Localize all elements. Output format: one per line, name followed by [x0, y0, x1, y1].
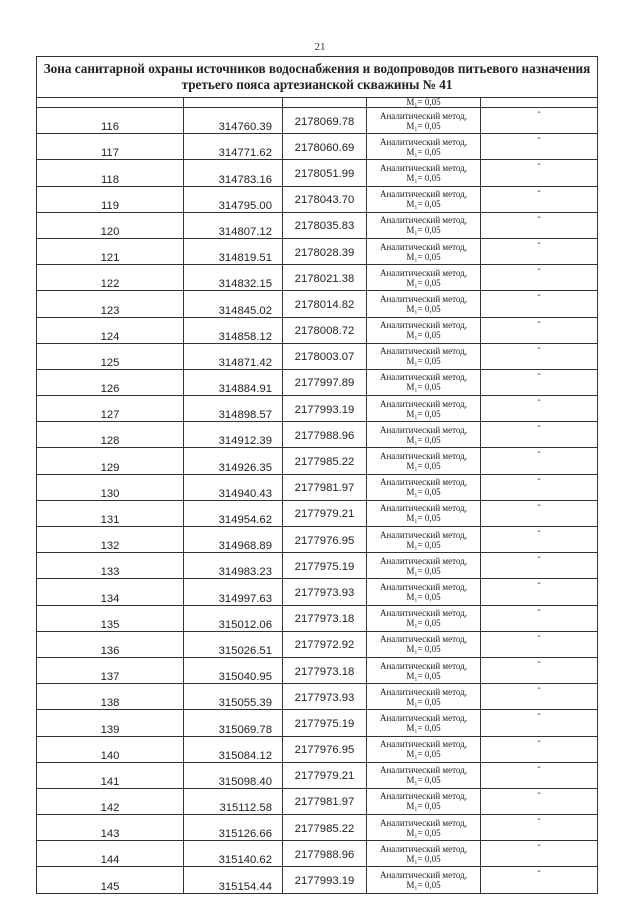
- y-coordinate-cell: 2178060.69: [283, 134, 367, 160]
- y-coordinate-cell: 2178035.83: [283, 212, 367, 238]
- point-number-cell: 118: [37, 160, 184, 186]
- y-coordinate-cell: 2178014.82: [283, 291, 367, 317]
- dash-cell: -: [481, 579, 598, 605]
- dash-cell: -: [481, 317, 598, 343]
- table-row: [37, 291, 598, 317]
- point-number-cell: 127: [37, 396, 184, 422]
- continuation-dash-cell: [481, 98, 598, 108]
- table-title: [37, 57, 598, 98]
- x-coordinate-cell: 314832.15: [184, 265, 283, 291]
- x-coordinate-cell: 314884.91: [184, 369, 283, 395]
- dash-cell: -: [481, 657, 598, 683]
- x-coordinate-cell: 315098.40: [184, 762, 283, 788]
- point-number-cell: 122: [37, 265, 184, 291]
- table-row: [37, 684, 598, 710]
- x-coordinate-cell: 314871.42: [184, 343, 283, 369]
- table-row: [37, 160, 598, 186]
- method-name: Аналитический метод,: [379, 110, 468, 121]
- table-row: [37, 605, 598, 631]
- method-name: Аналитический метод,: [379, 843, 468, 854]
- table-title-line-1: Зона санитарной охраны источников водоснабжения и водопроводов питьевого назначения: [43, 61, 591, 76]
- continuation-x-cell: [184, 98, 283, 108]
- point-number-cell: 142: [37, 788, 184, 814]
- y-coordinate-cell: 2177979.21: [283, 762, 367, 788]
- x-coordinate-cell: 314819.51: [184, 238, 283, 264]
- y-coordinate-cell: 2178028.39: [283, 238, 367, 264]
- method-name: Аналитический метод,: [379, 503, 468, 514]
- table-row: [37, 500, 598, 526]
- method-accuracy: M₁= 0,05: [406, 539, 441, 550]
- point-number-cell: 140: [37, 736, 184, 762]
- page-number: 21: [314, 41, 326, 53]
- method-name: Аналитический метод,: [379, 162, 468, 173]
- y-coordinate-cell: 2177975.19: [283, 553, 367, 579]
- method-name: Аналитический метод,: [379, 293, 468, 304]
- method-name: Аналитический метод,: [379, 634, 468, 645]
- method-accuracy: M₁= 0,05: [406, 199, 441, 210]
- method-name: Аналитический метод,: [379, 320, 468, 331]
- method-accuracy: M₁= 0,05: [406, 827, 441, 838]
- method-cell: [367, 710, 481, 736]
- method-name: Аналитический метод,: [379, 136, 468, 147]
- point-number-cell: 137: [37, 657, 184, 683]
- method-accuracy: M₁= 0,05: [406, 853, 441, 864]
- y-coordinate-cell: 2177997.89: [283, 369, 367, 395]
- method-name: Аналитический метод,: [379, 555, 468, 566]
- continuation-row: [37, 98, 598, 108]
- dash-cell: -: [481, 527, 598, 553]
- method-cell: [367, 186, 481, 212]
- method-cell: [367, 448, 481, 474]
- dash-cell: -: [481, 291, 598, 317]
- y-coordinate-cell: 2178051.99: [283, 160, 367, 186]
- x-coordinate-cell: 314845.02: [184, 291, 283, 317]
- table-row: [37, 841, 598, 867]
- method-cell: [367, 657, 481, 683]
- method-accuracy: M₁= 0,05: [406, 749, 441, 760]
- method-name: Аналитический метод,: [379, 529, 468, 540]
- y-coordinate-cell: 2177981.97: [283, 788, 367, 814]
- dash-cell: -: [481, 500, 598, 526]
- point-number-cell: 117: [37, 134, 184, 160]
- method-name: Аналитический метод,: [379, 267, 468, 278]
- point-number-cell: 119: [37, 186, 184, 212]
- y-coordinate-cell: 2178021.38: [283, 265, 367, 291]
- dash-cell: -: [481, 736, 598, 762]
- dash-cell: -: [481, 343, 598, 369]
- point-number-cell: 131: [37, 500, 184, 526]
- y-coordinate-cell: 2177988.96: [283, 841, 367, 867]
- y-coordinate-cell: 2177985.22: [283, 815, 367, 841]
- dash-cell: -: [481, 160, 598, 186]
- y-coordinate-cell: 2177993.19: [283, 867, 367, 893]
- continuation-num-cell: [37, 98, 184, 108]
- x-coordinate-cell: 314954.62: [184, 500, 283, 526]
- y-coordinate-cell: 2177972.92: [283, 631, 367, 657]
- table-row: [37, 553, 598, 579]
- method-accuracy: M₁= 0,05: [406, 880, 441, 891]
- method-cell: [367, 422, 481, 448]
- method-accuracy: M₁= 0,05: [406, 696, 441, 707]
- x-coordinate-cell: 315012.06: [184, 605, 283, 631]
- method-accuracy: M₁= 0,05: [406, 670, 441, 681]
- method-accuracy: M₁= 0,05: [406, 775, 441, 786]
- dash-cell: -: [481, 134, 598, 160]
- y-coordinate-cell: 2177979.21: [283, 500, 367, 526]
- x-coordinate-cell: 315112.58: [184, 788, 283, 814]
- method-name: Аналитический метод,: [379, 581, 468, 592]
- point-number-cell: 120: [37, 212, 184, 238]
- point-number-cell: 139: [37, 710, 184, 736]
- method-name: Аналитический метод,: [379, 870, 468, 881]
- method-name: Аналитический метод,: [379, 398, 468, 409]
- method-cell: [367, 474, 481, 500]
- method-accuracy: M₁= 0,05: [406, 801, 441, 812]
- method-name: Аналитический метод,: [379, 686, 468, 697]
- point-number-cell: 123: [37, 291, 184, 317]
- point-number-cell: 133: [37, 553, 184, 579]
- dash-cell: -: [481, 788, 598, 814]
- table-row: [37, 527, 598, 553]
- point-number-cell: 132: [37, 527, 184, 553]
- table-row: [37, 186, 598, 212]
- method-cell: [367, 160, 481, 186]
- y-coordinate-cell: 2177981.97: [283, 474, 367, 500]
- y-coordinate-cell: 2177985.22: [283, 448, 367, 474]
- method-name: Аналитический метод,: [379, 215, 468, 226]
- method-accuracy: M₁= 0,05: [406, 644, 441, 655]
- method-cell: [367, 841, 481, 867]
- method-accuracy: M₁= 0,05: [406, 225, 441, 236]
- y-coordinate-cell: 2178003.07: [283, 343, 367, 369]
- table-row: [37, 265, 598, 291]
- method-accuracy: M₁= 0,05: [406, 565, 441, 576]
- method-cell: [367, 212, 481, 238]
- point-number-cell: 135: [37, 605, 184, 631]
- method-accuracy: M₁= 0,05: [406, 382, 441, 393]
- dash-cell: -: [481, 186, 598, 212]
- method-accuracy: M₁= 0,05: [406, 591, 441, 602]
- dash-cell: -: [481, 841, 598, 867]
- table-row: [37, 815, 598, 841]
- method-accuracy: M₁= 0,05: [406, 303, 441, 314]
- dash-cell: -: [481, 815, 598, 841]
- x-coordinate-cell: 314771.62: [184, 134, 283, 160]
- table-row: [37, 788, 598, 814]
- method-accuracy: M₁= 0,05: [406, 434, 441, 445]
- dash-cell: -: [481, 108, 598, 134]
- x-coordinate-cell: 315026.51: [184, 631, 283, 657]
- table-row: [37, 474, 598, 500]
- method-cell: [367, 369, 481, 395]
- dash-cell: -: [481, 553, 598, 579]
- method-name: Аналитический метод,: [379, 608, 468, 619]
- x-coordinate-cell: 314858.12: [184, 317, 283, 343]
- continuation-y-cell: [283, 98, 367, 108]
- method-name: Аналитический метод,: [379, 739, 468, 750]
- method-cell: [367, 343, 481, 369]
- method-cell: [367, 867, 481, 893]
- x-coordinate-cell: 314983.23: [184, 553, 283, 579]
- method-accuracy: M₁= 0,05: [406, 146, 441, 157]
- method-name: Аналитический метод,: [379, 477, 468, 488]
- dash-cell: -: [481, 396, 598, 422]
- method-accuracy: M₁= 0,05: [406, 487, 441, 498]
- x-coordinate-cell: 314926.35: [184, 448, 283, 474]
- dash-cell: -: [481, 710, 598, 736]
- dash-cell: -: [481, 684, 598, 710]
- x-coordinate-cell: 315069.78: [184, 710, 283, 736]
- table-row: [37, 762, 598, 788]
- coordinates-table: [36, 56, 598, 894]
- point-number-cell: 141: [37, 762, 184, 788]
- x-coordinate-cell: 315055.39: [184, 684, 283, 710]
- y-coordinate-cell: 2177976.95: [283, 527, 367, 553]
- dash-cell: -: [481, 605, 598, 631]
- method-name: Аналитический метод,: [379, 372, 468, 383]
- point-number-cell: 138: [37, 684, 184, 710]
- method-cell: [367, 238, 481, 264]
- y-coordinate-cell: 2177973.93: [283, 684, 367, 710]
- method-accuracy: M₁= 0,05: [406, 277, 441, 288]
- method-name: Аналитический метод,: [379, 424, 468, 435]
- y-coordinate-cell: 2177973.18: [283, 605, 367, 631]
- y-coordinate-cell: 2178043.70: [283, 186, 367, 212]
- method-accuracy: M₁= 0,05: [406, 513, 441, 524]
- x-coordinate-cell: 314807.12: [184, 212, 283, 238]
- table-title-row: [37, 57, 598, 98]
- x-coordinate-cell: 315084.12: [184, 736, 283, 762]
- method-cell: [367, 736, 481, 762]
- x-coordinate-cell: 314898.57: [184, 396, 283, 422]
- method-accuracy: M₁= 0,05: [406, 251, 441, 262]
- x-coordinate-cell: 314940.43: [184, 474, 283, 500]
- table-row: [37, 579, 598, 605]
- point-number-cell: 124: [37, 317, 184, 343]
- x-coordinate-cell: 315126.66: [184, 815, 283, 841]
- method-cell: [367, 553, 481, 579]
- table-row: [37, 422, 598, 448]
- x-coordinate-cell: 314795.00: [184, 186, 283, 212]
- y-coordinate-cell: 2177976.95: [283, 736, 367, 762]
- point-number-cell: 130: [37, 474, 184, 500]
- method-cell: [367, 396, 481, 422]
- method-name: Аналитический метод,: [379, 791, 468, 802]
- y-coordinate-cell: 2177973.93: [283, 579, 367, 605]
- x-coordinate-cell: 314783.16: [184, 160, 283, 186]
- table-row: [37, 631, 598, 657]
- method-cell: [367, 788, 481, 814]
- point-number-cell: 144: [37, 841, 184, 867]
- point-number-cell: 121: [37, 238, 184, 264]
- dash-cell: -: [481, 265, 598, 291]
- table-row: [37, 134, 598, 160]
- method-accuracy: M₁= 0,05: [406, 356, 441, 367]
- method-accuracy: M₁= 0,05: [406, 172, 441, 183]
- continuation-method-cell: M₁= 0,05: [367, 98, 481, 108]
- method-cell: [367, 579, 481, 605]
- dash-cell: -: [481, 422, 598, 448]
- method-name: Аналитический метод,: [379, 346, 468, 357]
- dash-cell: -: [481, 369, 598, 395]
- method-accuracy: M₁= 0,05: [406, 330, 441, 341]
- method-name: Аналитический метод,: [379, 660, 468, 671]
- method-accuracy: M₁= 0,05: [406, 618, 441, 629]
- method-cell: [367, 265, 481, 291]
- y-coordinate-cell: 2177993.19: [283, 396, 367, 422]
- y-coordinate-cell: 2177975.19: [283, 710, 367, 736]
- table-row: [37, 343, 598, 369]
- dash-cell: -: [481, 238, 598, 264]
- method-cell: [367, 317, 481, 343]
- table-row: [37, 396, 598, 422]
- method-cell: [367, 500, 481, 526]
- x-coordinate-cell: 314968.89: [184, 527, 283, 553]
- point-number-cell: 125: [37, 343, 184, 369]
- method-name: Аналитический метод,: [379, 712, 468, 723]
- point-number-cell: 116: [37, 108, 184, 134]
- method-cell: [367, 815, 481, 841]
- table-row: [37, 369, 598, 395]
- dash-cell: -: [481, 212, 598, 238]
- method-cell: [367, 134, 481, 160]
- x-coordinate-cell: 314760.39: [184, 108, 283, 134]
- dash-cell: -: [481, 448, 598, 474]
- method-cell: [367, 762, 481, 788]
- method-accuracy: M₁= 0,05: [406, 722, 441, 733]
- y-coordinate-cell: 2177973.18: [283, 657, 367, 683]
- dash-cell: -: [481, 762, 598, 788]
- method-cell: [367, 684, 481, 710]
- table-row: [37, 212, 598, 238]
- x-coordinate-cell: 315040.95: [184, 657, 283, 683]
- x-coordinate-cell: 315140.62: [184, 841, 283, 867]
- table-row: [37, 867, 598, 893]
- point-number-cell: 129: [37, 448, 184, 474]
- table-row: [37, 448, 598, 474]
- table-row: [37, 108, 598, 134]
- method-accuracy: M₁= 0,05: [406, 120, 441, 131]
- table-row: [37, 238, 598, 264]
- method-name: Аналитический метод,: [379, 817, 468, 828]
- y-coordinate-cell: 2178008.72: [283, 317, 367, 343]
- dash-cell: -: [481, 631, 598, 657]
- point-number-cell: 128: [37, 422, 184, 448]
- method-cell: [367, 631, 481, 657]
- table-row: [37, 317, 598, 343]
- dash-cell: -: [481, 867, 598, 893]
- point-number-cell: 126: [37, 369, 184, 395]
- method-cell: [367, 605, 481, 631]
- method-cell: [367, 291, 481, 317]
- method-accuracy: M₁= 0,05: [406, 461, 441, 472]
- point-number-cell: 145: [37, 867, 184, 893]
- point-number-cell: 134: [37, 579, 184, 605]
- method-name: Аналитический метод,: [379, 451, 468, 462]
- method-cell: [367, 527, 481, 553]
- method-accuracy: M₁= 0,05: [406, 408, 441, 419]
- x-coordinate-cell: 314997.63: [184, 579, 283, 605]
- method-name: Аналитический метод,: [379, 189, 468, 200]
- table-row: [37, 736, 598, 762]
- x-coordinate-cell: 314912.39: [184, 422, 283, 448]
- y-coordinate-cell: 2178069.78: [283, 108, 367, 134]
- dash-cell: -: [481, 474, 598, 500]
- y-coordinate-cell: 2177988.96: [283, 422, 367, 448]
- table-row: [37, 657, 598, 683]
- point-number-cell: 143: [37, 815, 184, 841]
- method-name: Аналитический метод,: [379, 241, 468, 252]
- point-number-cell: 136: [37, 631, 184, 657]
- table-row: [37, 710, 598, 736]
- method-name: Аналитический метод,: [379, 765, 468, 776]
- x-coordinate-cell: 315154.44: [184, 867, 283, 893]
- method-cell: [367, 108, 481, 134]
- table-title-line-2: третьего пояса артезианской скважины № 41: [181, 77, 453, 92]
